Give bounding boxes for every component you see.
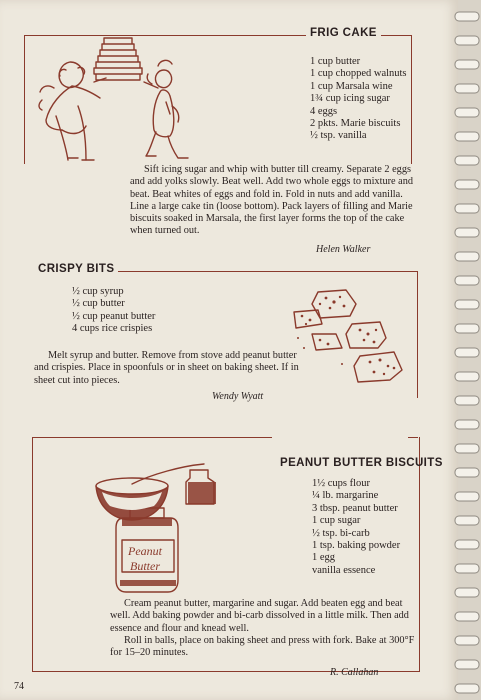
crispy-bits-method: Melt syrup and butter. Remove from stove add peanut butter and crispies. Place in spoonfuls or in sheet on baking sheet. If in sheet cut into pieces. <box>34 350 299 386</box>
ingredient: 3 tbsp. peanut butter <box>312 502 398 514</box>
binding-ring <box>455 588 479 597</box>
binding-ring <box>455 180 479 189</box>
peanut-butter-biscuits-illustration <box>92 456 222 598</box>
binding-ring <box>455 300 479 309</box>
binding-ring <box>455 276 479 285</box>
peanut-butter-biscuits-ingredients <box>312 478 400 577</box>
binding-ring <box>455 396 479 405</box>
ingredient: 1 egg <box>312 552 336 564</box>
binding-ring <box>455 60 479 69</box>
ingredient: ½ cup peanut butter <box>72 310 156 322</box>
ingredient: vanilla essence <box>312 564 376 576</box>
binding-ring <box>455 84 479 93</box>
ingredient: 2 pkts. Marie biscuits <box>310 118 401 130</box>
ingredient: 4 cups rice crispies <box>72 323 153 335</box>
binding-ring <box>455 636 479 645</box>
binding-ring <box>455 516 479 525</box>
crispy-bits-title: CRISPY BITS <box>34 263 118 275</box>
binding-ring <box>455 612 479 621</box>
ingredient: 1 tsp. baking powder <box>312 540 401 552</box>
frig-cake-method: Sift icing sugar and whip with butter till creamy. Separate 2 eggs and add yolks slowly. Beat well. Add two whole eggs to mixture and beat. Beat whites of eggs and fold in. Fold in nuts and add vanilla. Line a large cake tin (loose bottom). Pack layers of filling and Marie biscuits soaked in Marsala, the first layer forms the top of the cake when turned out. <box>130 164 414 237</box>
binding-ring <box>455 132 479 141</box>
peanut-butter-biscuits-top-rule-left <box>32 437 272 438</box>
binding-ring <box>455 204 479 213</box>
ingredient: ½ cup syrup <box>72 286 124 297</box>
binding-ring <box>455 684 479 693</box>
ingredient: 1 cup sugar <box>312 515 361 527</box>
binding-ring <box>455 252 479 261</box>
crispy-bits-illustration <box>290 288 416 388</box>
crispy-bits-ingredients <box>72 286 155 336</box>
binding-ring <box>455 492 479 501</box>
peanut-butter-biscuits-title: PEANUT BUTTER BISCUITS <box>280 457 443 469</box>
binding-ring <box>455 540 479 549</box>
peanut-butter-biscuits-method-2: Roll in balls, place on baking sheet and press with fork. Bake at 300°F for 15–20 minutes. <box>110 635 415 659</box>
spiral-binding <box>453 0 481 700</box>
frig-cake-title: FRIG CAKE <box>306 27 381 39</box>
frig-cake-ingredients <box>310 56 407 143</box>
ingredient: 1½ cups flour <box>312 478 371 489</box>
ingredient: 1 cup butter <box>310 56 361 67</box>
ingredient: 1¾ cup icing sugar <box>310 93 390 105</box>
binding-ring <box>455 420 479 429</box>
ingredient: ¼ lb. margarine <box>312 490 379 502</box>
ingredient: 1 cup chopped walnuts <box>310 68 407 80</box>
ingredient: ½ tsp. vanilla <box>310 130 367 142</box>
binding-ring <box>455 228 479 237</box>
binding-ring <box>455 156 479 165</box>
binding-ring <box>455 444 479 453</box>
binding-ring <box>455 468 479 477</box>
ingredient: 1 cup Marsala wine <box>310 80 393 92</box>
ingredient: 4 eggs <box>310 105 338 117</box>
binding-ring <box>455 564 479 573</box>
frig-cake-illustration <box>32 32 204 166</box>
binding-ring <box>455 372 479 381</box>
peanut-butter-biscuits-top-rule-right <box>408 437 418 438</box>
binding-ring <box>455 108 479 117</box>
jar-label-line-2: Butter <box>130 559 160 573</box>
frig-cake-author: Helen Walker <box>316 244 371 255</box>
ingredient: ½ tsp. bi-carb <box>312 527 370 539</box>
jar-label-line-1: Peanut <box>128 544 162 558</box>
peanut-butter-biscuits-method-1: Cream peanut butter, margarine and sugar. Add beaten egg and beat well. Add baking powder and bi-carb dissolved in a little milk. Then add essence and flour and knead well. <box>110 598 409 634</box>
binding-ring <box>455 36 479 45</box>
binding-ring <box>455 348 479 357</box>
peanut-butter-biscuits-author: R. Callahan <box>330 667 379 678</box>
binding-ring <box>455 660 479 669</box>
crispy-bits-author: Wendy Wyatt <box>212 391 264 402</box>
ingredient: ½ cup butter <box>72 298 125 310</box>
binding-ring <box>455 12 479 21</box>
binding-ring <box>455 324 479 333</box>
page-number: 74 <box>14 681 24 692</box>
